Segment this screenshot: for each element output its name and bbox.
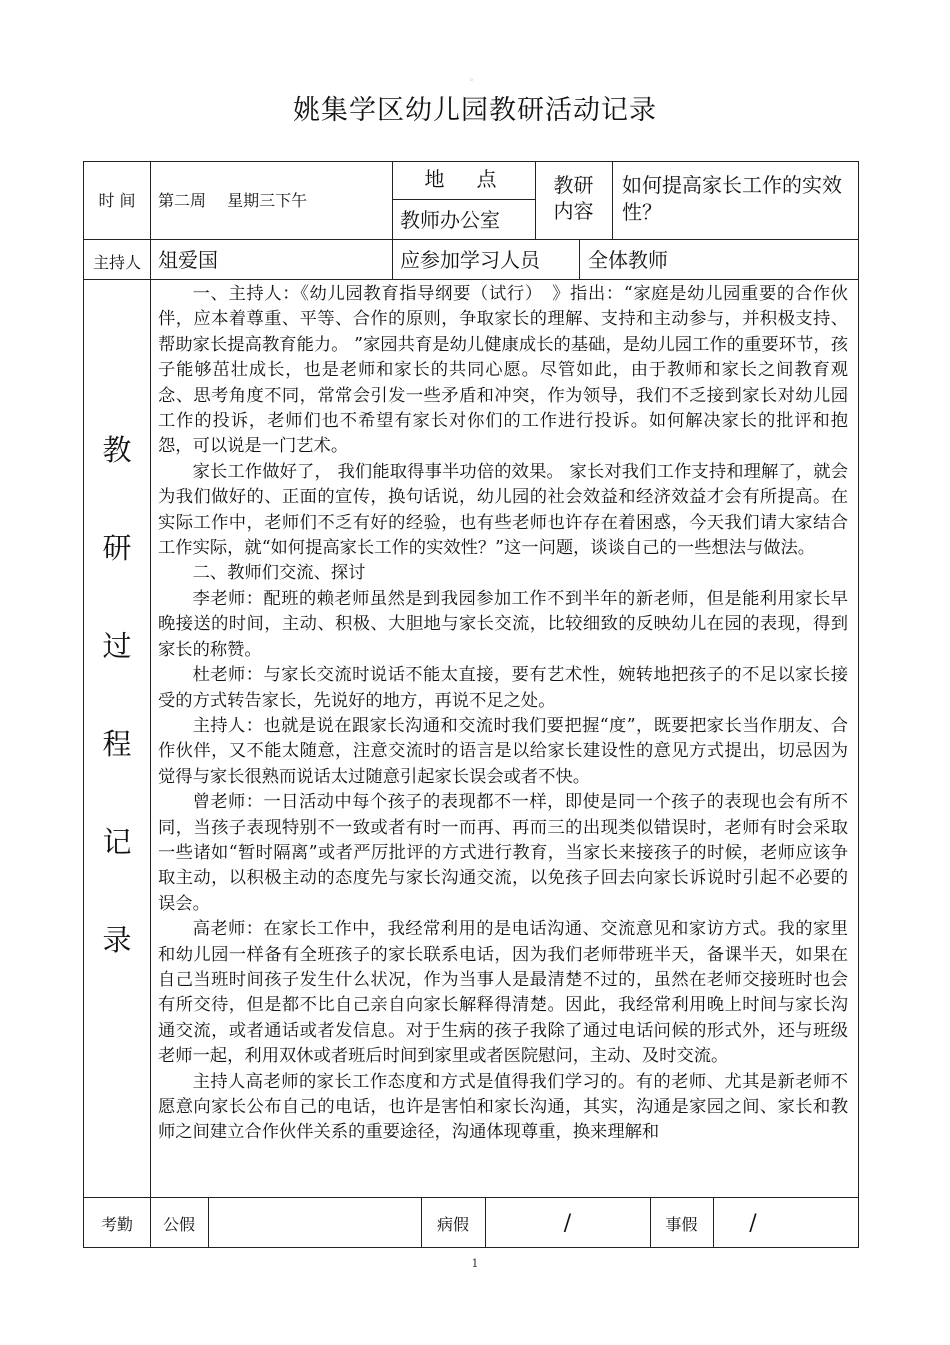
sick-leave-label: 病假 bbox=[436, 1215, 469, 1234]
public-leave-label: 公假 bbox=[162, 1215, 195, 1234]
sick-leave-value: / bbox=[563, 1211, 572, 1236]
host-value: 俎爱国 bbox=[158, 248, 218, 272]
row-divider-2 bbox=[83, 279, 859, 280]
location-value: 教师办公室 bbox=[400, 208, 500, 232]
page-number: 1 bbox=[471, 1257, 479, 1270]
side-char: 录 bbox=[102, 923, 132, 957]
process-side-label bbox=[84, 420, 150, 1008]
side-char: 教 bbox=[102, 433, 132, 467]
attendance-label: 考勤 bbox=[100, 1215, 133, 1234]
time-label: 时 间 bbox=[98, 191, 136, 210]
col-divider-a bbox=[150, 161, 151, 1248]
topic-label-2: 内容 bbox=[553, 199, 594, 223]
paragraph: 李老师：配班的赖老师虽然是到我园参加工作不到半年的新老师，但是能利用家长早晚接送的时间，主动、积极、大胆地与家长交流，比较细致的反映幼儿在园的表现，得到家长的称赞。 bbox=[158, 588, 848, 660]
row-divider-3 bbox=[83, 1197, 859, 1198]
paragraph: 主持人：也就是说在跟家长沟通和交流时我们要把握“度”，既要把家长当作朋友、合作伙伴，又不能太随意，注意交流时的语言是以给家长建设性的意见方式提出，切忌因为觉得与家长很熟而说话太过随意引起家长误会或者不快。 bbox=[158, 715, 848, 787]
paragraph: 杜老师：与家长交流时说话不能太直接，要有艺术性，婉转地把孩子的不足以家长接受的方式转告家长，先说好的地方，再说不足之处。 bbox=[158, 665, 848, 711]
col-divider-e bbox=[579, 239, 580, 279]
attendees-label: 应参加学习人员 bbox=[400, 248, 540, 272]
location-label: 地 点 bbox=[424, 167, 503, 191]
side-char: 记 bbox=[102, 825, 132, 859]
time-value: 第二周 星期三下午 bbox=[158, 191, 308, 210]
side-char: 过 bbox=[102, 629, 132, 663]
paragraph: 家长工作做好了， 我们能取得事半功倍的效果。 家长对我们工作支持和理解了，就会为我们做好的、正面的宣传，换句话说，幼儿园的社会效益和经济效益才会有所提高。在实际工作中，老师们不乏有好的经验，也有些老师也许存在着困惑，今天我们请大家结合工作实际，就“如何提高家长工作的实效性？”这一问题，谈谈自己的一些想法与做法。 bbox=[158, 461, 848, 559]
attendees-value: 全体教师 bbox=[588, 248, 668, 272]
paragraph: 主持人高老师的家长工作态度和方式是值得我们学习的。有的老师、尤其是新老师不愿意向家长公布自己的电话，也许是害怕和家长沟通，其实，沟通是家园之间、家长和教师之间建立合作伙伴关系的重要途径，沟通体现尊重，换来理解和 bbox=[158, 1071, 848, 1143]
col-divider-d bbox=[612, 161, 613, 239]
host-label: 主持人 bbox=[92, 253, 141, 272]
col-divider-f bbox=[208, 1197, 209, 1248]
side-char: 程 bbox=[102, 727, 132, 761]
topic-label-1: 教研 bbox=[553, 173, 594, 197]
paragraph: 一、主持人：《幼儿园教育指导纲要（试行） 》指出：“家庭是幼儿园重要的合作伙伴，应本着尊重、平等、合作的原则，争取家长的理解、支持和主动参与，并积极支持、帮助家长提高教育能力。 ”家园共育是幼儿健康成长的基础，是幼儿园工作的重要环节，孩子能够茁壮成长，也是老师和家长的共同心愿。尽管如此，由于教师和家长之间教育观念、思考角度不同，常常会引发一些矛盾和冲突，作为领导，我们不乏接到家长对幼儿园工作的投诉，老师们也不希望有家长对你们的工作进行投诉。如何解决家长的批评和抱怨，可以说是一门艺术。 bbox=[158, 284, 848, 457]
topic-value: 如何提高家长工作的实效性？ bbox=[622, 173, 842, 224]
top-mark: 。 bbox=[470, 73, 478, 82]
paragraph: 二、教师们交流、探讨 bbox=[192, 563, 366, 584]
paragraph: 高老师：在家长工作中，我经常利用的是电话沟通、交流意见和家访方式。我的家里和幼儿园一样备有全班孩子的家长联系电话，因为我们老师带班半天，备课半天，如果在自己当班时间孩子发生什么状况，作为当事人是最清楚不过的，虽然在老师交接班时也会有所交待，但是都不比自己亲自向家长解释得清楚。因此，我经常利用晚上时间与家长沟通交流，或者通话或者发信息。对于生病的孩子我除了通过电话问候的形式外，还与班级老师一起，利用双休或者班后时间到家里或者医院慰问，主动、及时交流。 bbox=[158, 919, 848, 1067]
paragraph: 曾老师：一日活动中每个孩子的表现都不一样，即使是同一个孩子的表现也会有所不同，当孩子表现特别不一致或者有时一而再、再而三的出现类似错误时，老师有时会采取一些诸如“暂时隔离”或者严厉批评的方式进行教育，当家长来接孩子的时候，老师应该争取主动，以积极主动的态度先与家长沟通交流，以免孩子回去向家长诉说时引起不必要的误会。 bbox=[158, 792, 848, 914]
location-divider bbox=[392, 199, 535, 200]
personal-leave-label: 事假 bbox=[665, 1215, 698, 1234]
side-char: 研 bbox=[102, 531, 132, 565]
personal-leave-value: / bbox=[749, 1211, 757, 1236]
process-record-text bbox=[158, 282, 848, 1196]
page-title: 姚集学区幼儿园教研活动记录 bbox=[293, 95, 657, 126]
row-divider-1 bbox=[83, 239, 859, 240]
